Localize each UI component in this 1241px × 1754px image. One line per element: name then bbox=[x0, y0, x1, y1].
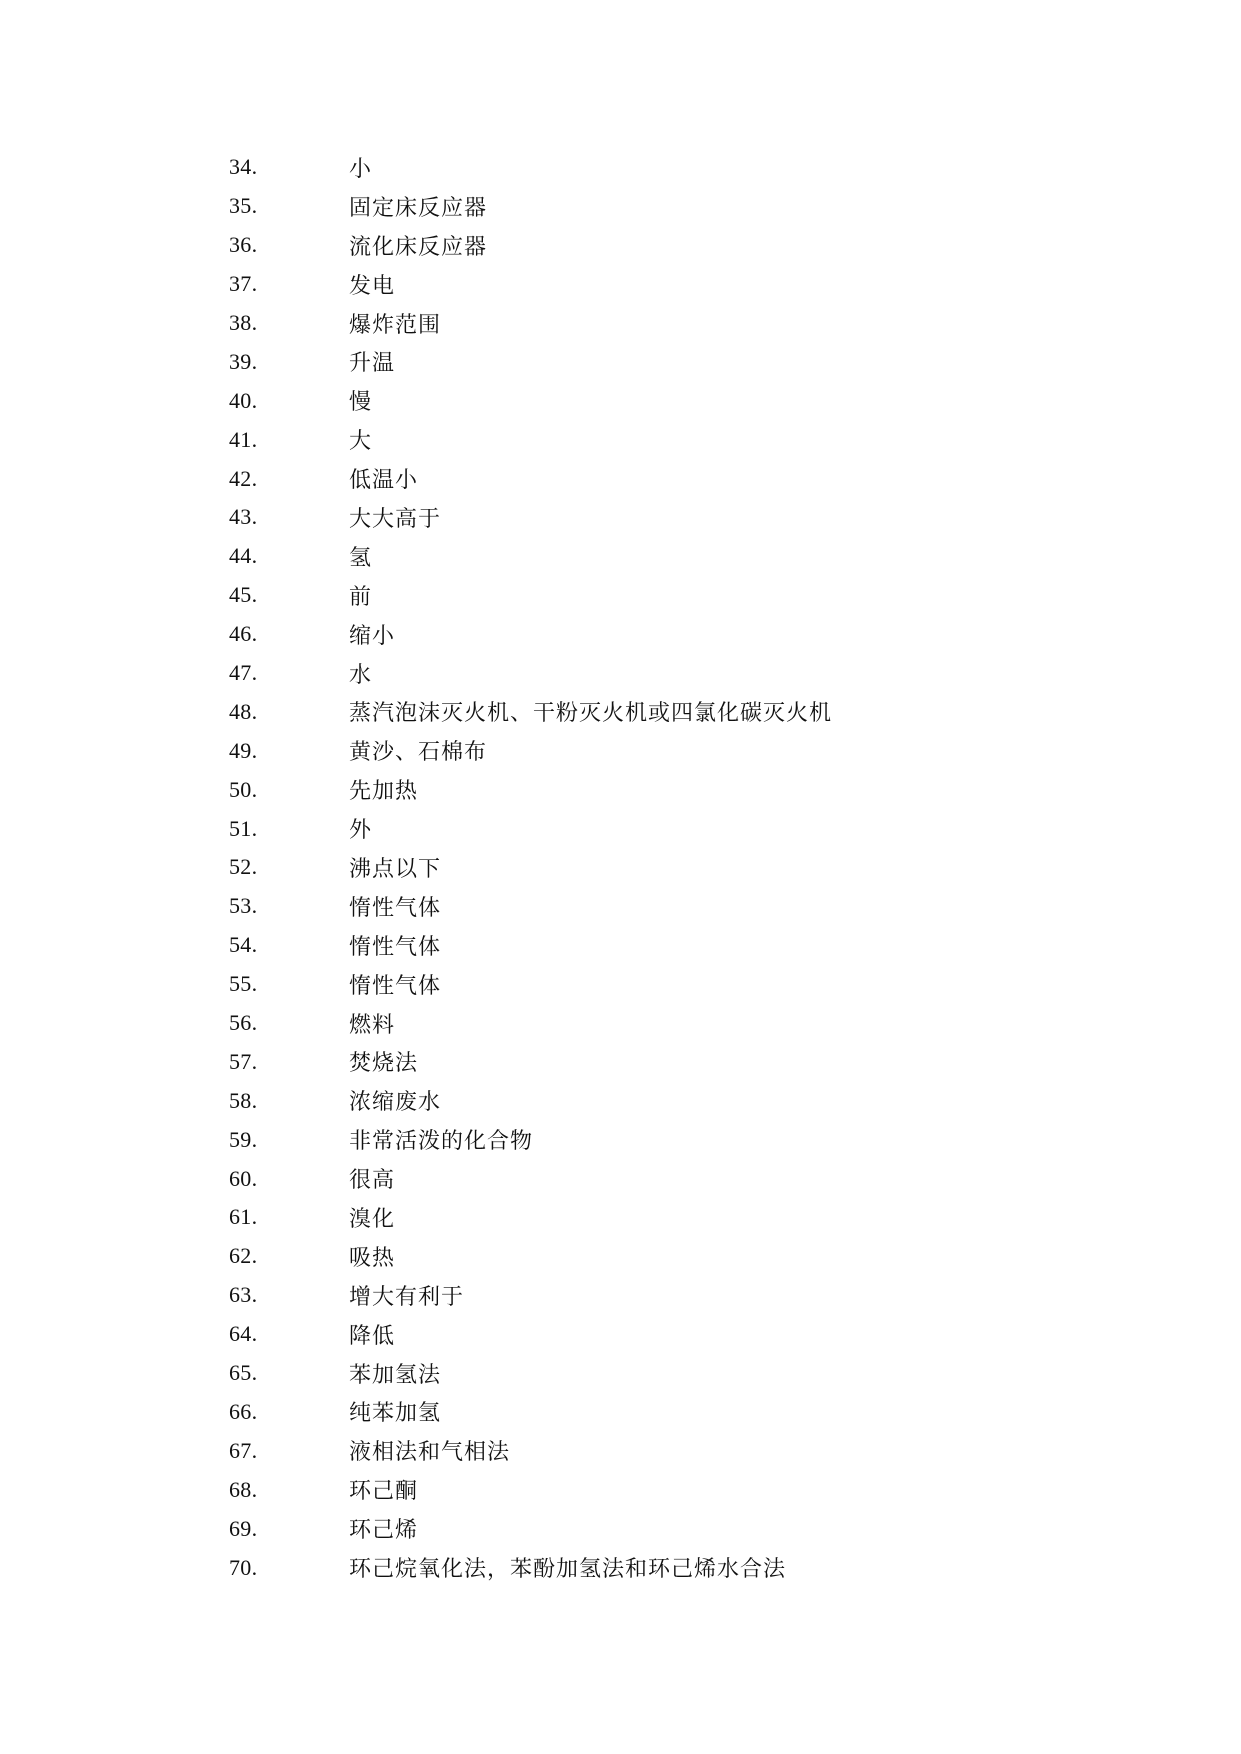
answer-text: 惰性气体 bbox=[349, 934, 442, 960]
answer-text: 爆炸范围 bbox=[349, 312, 442, 338]
answer-text: 溴化 bbox=[349, 1206, 396, 1232]
answer-number: 67. bbox=[229, 1437, 258, 1463]
answer-number: 57. bbox=[229, 1048, 258, 1074]
answer-row bbox=[229, 187, 1129, 226]
answer-text: 黄沙、石棉布 bbox=[349, 740, 488, 766]
answer-number: 62. bbox=[229, 1243, 258, 1269]
answer-number: 49. bbox=[229, 737, 258, 763]
answer-number: 65. bbox=[229, 1360, 258, 1386]
answer-row bbox=[229, 654, 1129, 693]
answer-number: 60. bbox=[229, 1165, 258, 1191]
answer-text: 环己酮 bbox=[349, 1479, 419, 1505]
answer-number: 63. bbox=[229, 1282, 258, 1308]
answer-number: 53. bbox=[229, 893, 258, 919]
answer-number: 52. bbox=[229, 854, 258, 880]
answer-text: 液相法和气相法 bbox=[349, 1440, 511, 1466]
answer-number: 51. bbox=[229, 815, 258, 841]
answer-row bbox=[229, 770, 1129, 809]
answer-number: 50. bbox=[229, 776, 258, 802]
answer-text: 环己烯 bbox=[349, 1518, 419, 1544]
answer-text: 燃料 bbox=[349, 1012, 396, 1038]
answer-row bbox=[229, 887, 1129, 926]
answer-text: 缩小 bbox=[349, 623, 396, 649]
answer-row bbox=[229, 615, 1129, 654]
answer-row bbox=[229, 498, 1129, 537]
answer-text: 外 bbox=[349, 818, 373, 844]
answer-text: 很高 bbox=[349, 1168, 396, 1194]
answer-row bbox=[229, 848, 1129, 887]
answer-text: 焚烧法 bbox=[349, 1051, 419, 1077]
answer-number: 36. bbox=[229, 232, 258, 258]
answer-row bbox=[229, 537, 1129, 576]
answer-number: 69. bbox=[229, 1515, 258, 1541]
answer-row bbox=[229, 381, 1129, 420]
answer-number: 58. bbox=[229, 1087, 258, 1113]
answer-row bbox=[229, 1509, 1129, 1548]
answer-row bbox=[229, 459, 1129, 498]
answer-text: 发电 bbox=[349, 273, 396, 299]
answer-text: 大大高于 bbox=[349, 506, 442, 532]
answer-row bbox=[229, 148, 1129, 187]
answer-number: 37. bbox=[229, 271, 258, 297]
answer-number: 70. bbox=[229, 1554, 258, 1580]
answer-row bbox=[229, 731, 1129, 770]
answer-number: 45. bbox=[229, 582, 258, 608]
answer-text: 先加热 bbox=[349, 779, 419, 805]
answer-row bbox=[229, 1159, 1129, 1198]
answer-row bbox=[229, 1393, 1129, 1432]
answer-text: 前 bbox=[349, 584, 373, 610]
answer-row bbox=[229, 1470, 1129, 1509]
answer-row bbox=[229, 1120, 1129, 1159]
answer-number: 46. bbox=[229, 621, 258, 647]
answer-number: 34. bbox=[229, 154, 258, 180]
answer-row bbox=[229, 226, 1129, 265]
answer-row bbox=[229, 342, 1129, 381]
answer-text: 小 bbox=[349, 156, 373, 182]
answer-number: 48. bbox=[229, 698, 258, 724]
answer-number: 39. bbox=[229, 348, 258, 374]
answer-text: 水 bbox=[349, 662, 373, 688]
answer-list bbox=[229, 148, 1129, 1587]
answer-text: 沸点以下 bbox=[349, 856, 442, 882]
answer-number: 35. bbox=[229, 193, 258, 219]
answer-number: 68. bbox=[229, 1476, 258, 1502]
answer-text: 大 bbox=[349, 429, 373, 455]
answer-text: 升温 bbox=[349, 351, 396, 377]
answer-row bbox=[229, 1237, 1129, 1276]
answer-number: 64. bbox=[229, 1321, 258, 1347]
answer-row bbox=[229, 692, 1129, 731]
answer-row bbox=[229, 1042, 1129, 1081]
answer-text: 苯加氢法 bbox=[349, 1362, 442, 1388]
answer-row bbox=[229, 265, 1129, 304]
answer-text: 固定床反应器 bbox=[349, 195, 488, 221]
answer-number: 43. bbox=[229, 504, 258, 530]
answer-number: 55. bbox=[229, 971, 258, 997]
answer-number: 38. bbox=[229, 310, 258, 335]
answer-text: 惰性气体 bbox=[349, 973, 442, 999]
answer-number: 56. bbox=[229, 1010, 258, 1036]
answer-text: 慢 bbox=[349, 390, 373, 416]
answer-row bbox=[229, 304, 1129, 343]
answer-number: 47. bbox=[229, 660, 258, 686]
answer-row bbox=[229, 1004, 1129, 1043]
answer-number: 40. bbox=[229, 387, 258, 413]
answer-number: 41. bbox=[229, 426, 258, 452]
answer-text: 非常活泼的化合物 bbox=[349, 1129, 534, 1155]
answer-row bbox=[229, 1354, 1129, 1393]
answer-text: 环己烷氧化法，苯酚加氢法和环己烯水合法 bbox=[349, 1557, 787, 1582]
answer-text: 流化床反应器 bbox=[349, 234, 488, 260]
answer-number: 61. bbox=[229, 1204, 258, 1230]
answer-number: 59. bbox=[229, 1126, 258, 1152]
answer-row bbox=[229, 1081, 1129, 1120]
answer-text: 蒸汽泡沫灭火机、干粉灭火机或四氯化碳灭火机 bbox=[349, 701, 833, 727]
answer-text: 氢 bbox=[349, 545, 373, 571]
answer-text: 纯苯加氢 bbox=[349, 1401, 442, 1427]
answer-text: 惰性气体 bbox=[349, 895, 442, 921]
answer-row bbox=[229, 420, 1129, 459]
answer-row bbox=[229, 1198, 1129, 1237]
answer-row bbox=[229, 1315, 1129, 1354]
answer-row bbox=[229, 809, 1129, 848]
answer-row bbox=[229, 965, 1129, 1004]
answer-number: 42. bbox=[229, 465, 258, 491]
answer-row bbox=[229, 926, 1129, 965]
answer-text: 降低 bbox=[349, 1323, 396, 1349]
answer-row bbox=[229, 1276, 1129, 1315]
answer-text: 增大有利于 bbox=[349, 1284, 465, 1310]
answer-row bbox=[229, 576, 1129, 615]
answer-number: 66. bbox=[229, 1398, 258, 1424]
answer-row bbox=[229, 1431, 1129, 1470]
answer-text: 浓缩废水 bbox=[349, 1090, 442, 1116]
answer-row bbox=[229, 1548, 1129, 1587]
answer-text: 低温小 bbox=[349, 468, 419, 494]
answer-number: 44. bbox=[229, 543, 258, 569]
answer-text: 吸热 bbox=[349, 1245, 396, 1271]
answer-number: 54. bbox=[229, 932, 258, 958]
